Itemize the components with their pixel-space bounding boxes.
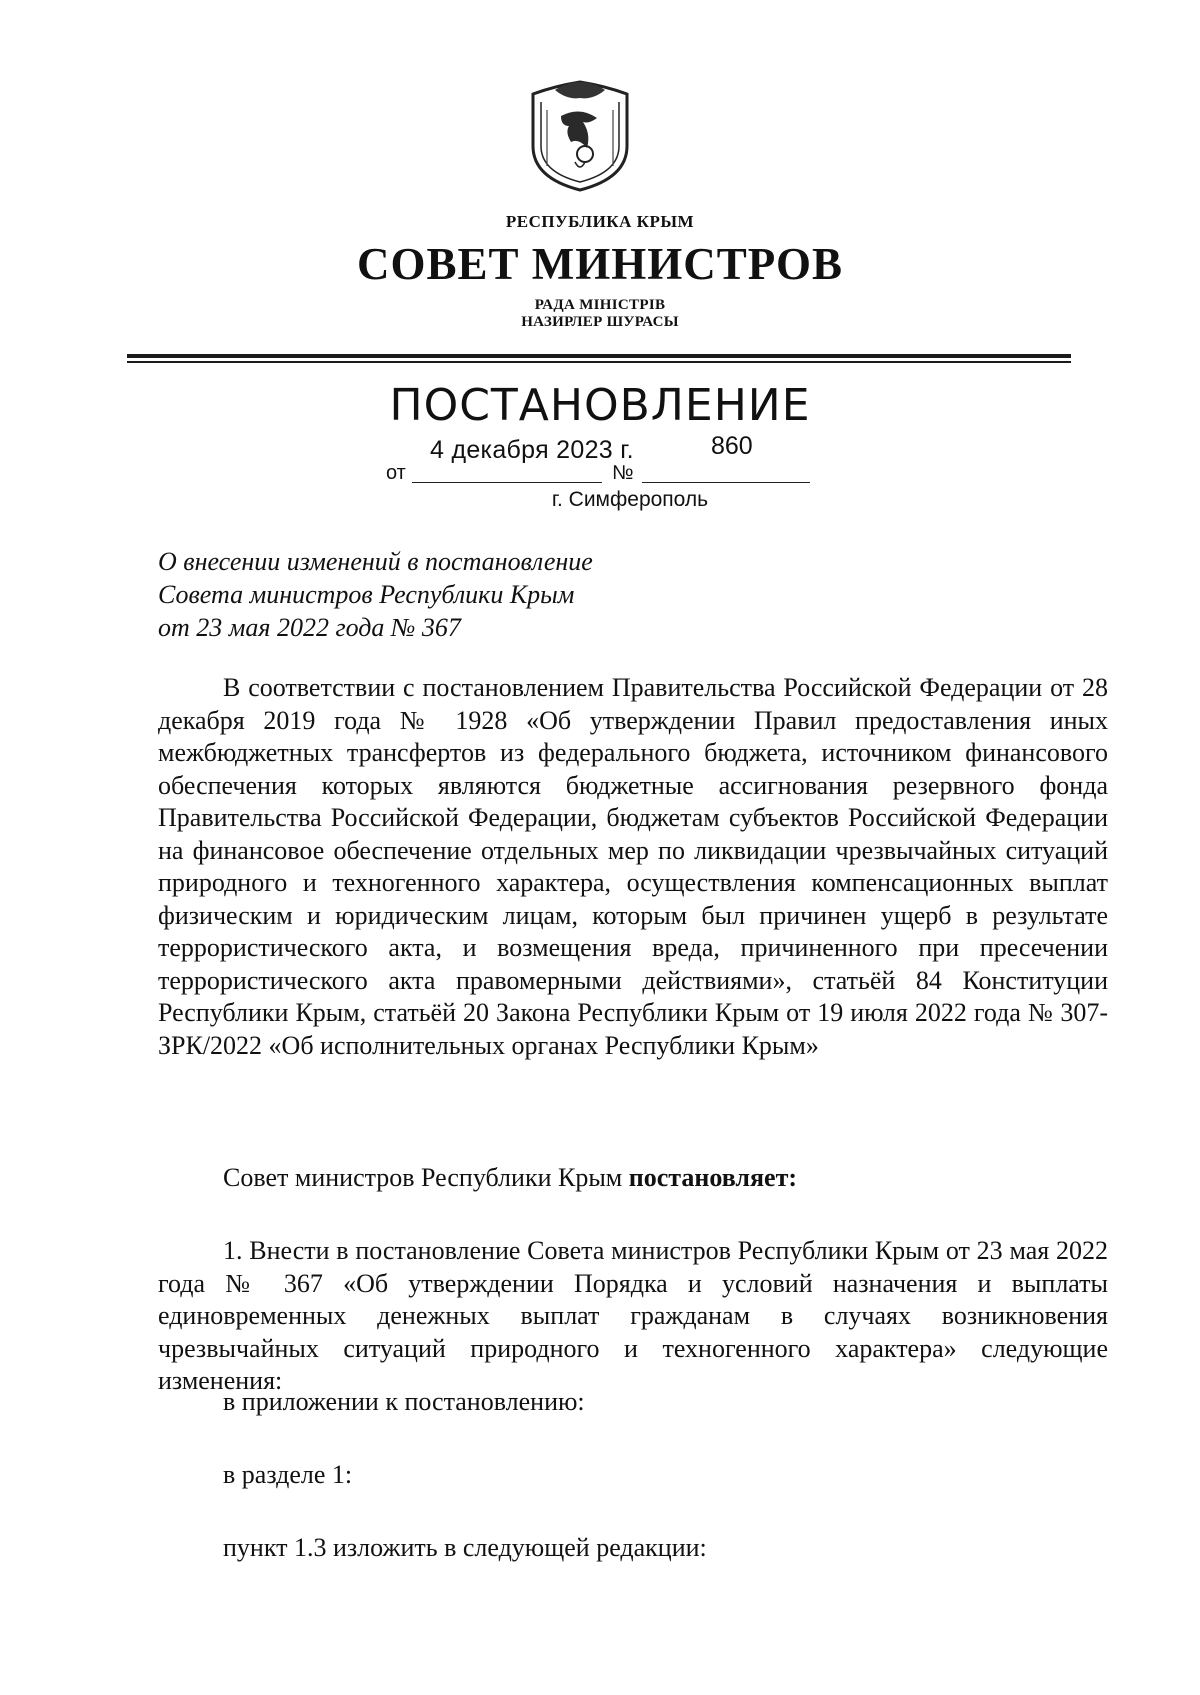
city: г. Симферополь	[551, 488, 709, 511]
council-name: СОВЕТ МИНИСТРОВ	[356, 239, 844, 289]
appendix-line: в приложении к постановлению:	[223, 1387, 585, 1416]
subject-line: от 23 мая 2022 года № 367	[158, 613, 461, 642]
resolution-title: ПОСТАНОВЛЕНИЕ	[389, 380, 811, 431]
item-1-paragraph: 1. Внести в постановление Совета министров Республики Крым от 23 мая 2022 года № 367 «Об утверждении Порядка и условий назначения и выплаты единовременных денежных выплат гражданам в случаях возникновения чрезвычайных ситуаций природного и техногенного характера» следующие изменения:	[158, 1236, 1108, 1395]
republic-name: РЕСПУБЛИКА КРЫМ	[505, 212, 695, 231]
header-rule-thick	[127, 354, 1071, 358]
council-name-crh: НАЗИРЛЕР ШУРАСЫ	[521, 314, 679, 330]
point-line: пункт 1.3 изложить в следующей редакции:	[223, 1533, 707, 1562]
coat-of-arms-icon	[525, 76, 635, 194]
date-underline	[412, 482, 602, 483]
decree-intro: Совет министров Республики Крым	[223, 1163, 623, 1192]
council-name-ua: РАДА МІНІСТРІВ	[534, 297, 666, 313]
decree-paragraph	[158, 1162, 1108, 1195]
header-rule-thin	[127, 361, 1071, 363]
number-underline	[642, 482, 810, 483]
resolution-date: 4 декабря 2023 г.	[430, 436, 634, 464]
preamble-paragraph: В соответствии с постановлением Правительства Российской Федерации от 28 декабря 2019 года № 1928 «Об утверждении Правил предоставления иных межбюджетных трансфертов из федерального бюджета, источником финансового обеспечения которых являются бюджетные ассигнования резервного фонда Правительства Российской Федерации, бюджетам субъектов Российской Федерации на финансовое обеспечение отдельных мер по ликвидации чрезвычайных ситуаций природного и техногенного характера, осуществления компенсационных выплат физическим и юридическим лицам, которым был причинен ущерб в результате террористического акта, и возмещения вреда, причиненного при пресечении террористического акта правомерными действиями», статьёй 84 Конституции Республики Крым, статьёй 20 Закона Республики Крым от 19 июля 2022 года № 307-ЗРК/2022 «Об исполнительных органах Республики Крым»	[158, 673, 1108, 1060]
decree-word: постановляет:	[628, 1163, 798, 1192]
section-line: в разделе 1:	[223, 1460, 353, 1489]
council-name-translations	[0, 297, 1200, 331]
subject-line: Совета министров Республики Крым	[158, 580, 575, 609]
resolution-number: 860	[711, 432, 753, 460]
subject-block	[158, 545, 593, 644]
subject-line: О внесении изменений в постановление	[158, 547, 593, 576]
number-label: №	[612, 462, 634, 484]
date-label: от	[386, 462, 406, 484]
